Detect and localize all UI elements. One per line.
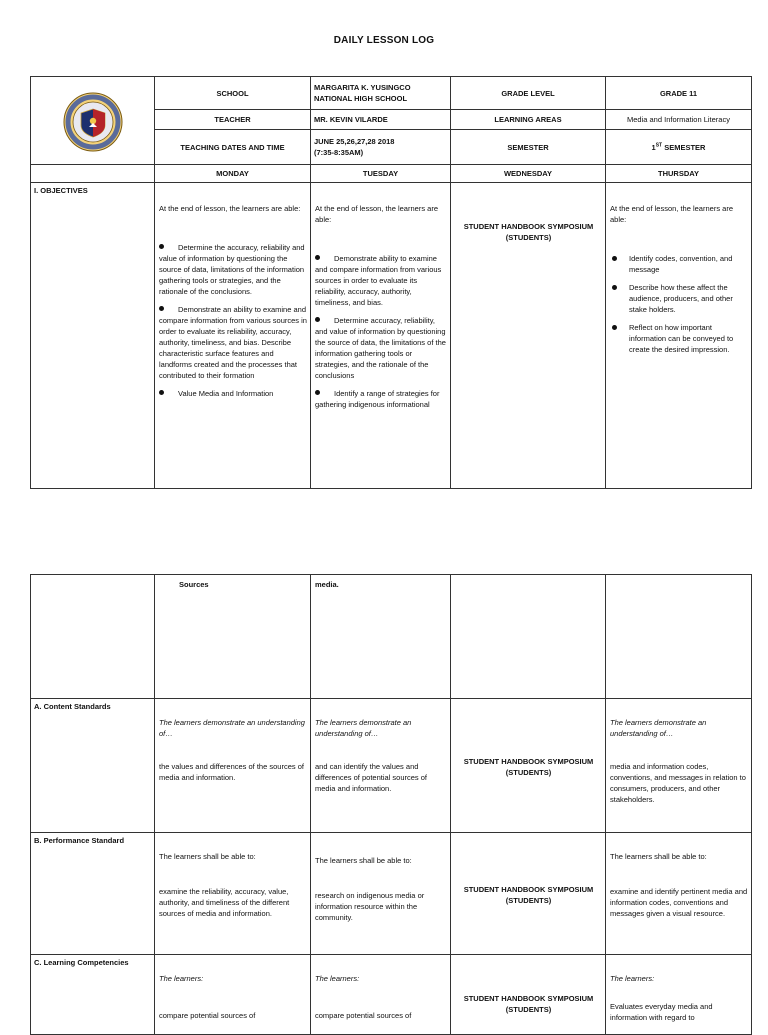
bullet-icon bbox=[612, 285, 617, 290]
grade-level-value: GRADE 11 bbox=[606, 77, 752, 110]
objective-thursday-item: Describe how these affect the audience, producers, and other stake holders. bbox=[610, 282, 748, 315]
bullet-icon bbox=[159, 390, 164, 395]
objective-monday-item: Demonstrate an ability to examine and compare information from various sources in order to evaluate its reliability, accuracy, authority, timeliness, and bias. Describe characteristic surface features and landforms created and the processes that contributed to their formation bbox=[159, 305, 307, 380]
semester-label: SEMESTER bbox=[451, 130, 606, 165]
objectives-wednesday bbox=[451, 183, 606, 489]
objective-tuesday-item: Determine accuracy, reliability, and value of information by questioning the source of data, the limitations of the information gathering tools or strategies, and the rationale of the conclusions bbox=[315, 316, 446, 380]
content-intro: The learners demonstrate an understanding of… bbox=[315, 718, 412, 738]
learning-competencies-monday bbox=[155, 955, 311, 1035]
deped-seal-icon bbox=[62, 91, 124, 153]
bullet-icon bbox=[612, 325, 617, 330]
performance-standard-monday bbox=[155, 833, 311, 955]
objectives-tuesday bbox=[311, 183, 451, 489]
competencies-thursday-text: Evaluates everyday media and information with regard to bbox=[610, 1002, 713, 1022]
bullet-icon bbox=[315, 390, 320, 395]
learning-competencies-label: C. Learning Competencies bbox=[31, 955, 155, 1035]
performance-standard-label: B. Performance Standard bbox=[31, 833, 155, 955]
content-tuesday-text: and can identify the values and differences of potential sources of media and information. bbox=[315, 762, 428, 793]
objectives-monday-intro: At the end of lesson, the learners are able: bbox=[159, 204, 301, 213]
content-standards-tuesday bbox=[311, 699, 451, 833]
days-blank bbox=[31, 165, 155, 183]
performance-intro: The learners shall be able to: bbox=[159, 852, 256, 861]
teacher-label: TEACHER bbox=[155, 110, 311, 130]
objectives-continued-monday: Sources bbox=[155, 575, 311, 699]
symposium-text: STUDENT HANDBOOK SYMPOSIUM (STUDENTS) bbox=[463, 994, 594, 1014]
teaching-dates-text: JUNE 25,26,27,28 2018 bbox=[314, 137, 395, 146]
content-standards-label: A. Content Standards bbox=[31, 699, 155, 833]
content-monday-text: the values and differences of the sources of media and information. bbox=[159, 762, 304, 782]
performance-standard-wednesday bbox=[451, 833, 606, 955]
objective-thursday-item: Reflect on how important information can be conveyed to create the desired impression. bbox=[610, 322, 748, 355]
day-wednesday: WEDNESDAY bbox=[451, 165, 606, 183]
performance-intro: The learners shall be able to: bbox=[610, 852, 707, 861]
school-label: SCHOOL bbox=[155, 77, 311, 110]
teaching-time-text: (7:35-8:35AM) bbox=[314, 148, 364, 157]
day-thursday: THURSDAY bbox=[606, 165, 752, 183]
performance-intro: The learners shall be able to: bbox=[315, 856, 412, 865]
day-tuesday: TUESDAY bbox=[311, 165, 451, 183]
learning-areas-label: LEARNING AREAS bbox=[451, 110, 606, 130]
objectives-label: I. OBJECTIVES bbox=[31, 183, 155, 489]
objectives-continued-label bbox=[31, 575, 155, 699]
competencies-intro: The learners: bbox=[315, 974, 360, 983]
semester-suffix: ST bbox=[655, 142, 663, 148]
day-monday: MONDAY bbox=[155, 165, 311, 183]
bullet-icon bbox=[315, 255, 320, 260]
content-thursday-text: media and information codes, conventions, and messages in relation to consumers, producers, and other stakeholders. bbox=[610, 762, 746, 804]
competencies-tuesday-text: compare potential sources of bbox=[315, 1011, 412, 1020]
grade-level-label: GRADE LEVEL bbox=[451, 77, 606, 110]
objective-thursday-item: Identify codes, convention, and message bbox=[610, 253, 748, 275]
objective-tuesday-item: Identify a range of strategies for gathering indigenous informational bbox=[315, 389, 440, 409]
bullet-icon bbox=[159, 244, 164, 249]
competencies-monday-text: compare potential sources of bbox=[159, 1011, 256, 1020]
bullet-icon bbox=[315, 317, 320, 322]
objectives-continued-wednesday bbox=[451, 575, 606, 699]
semester-value bbox=[606, 130, 752, 165]
symposium-text: STUDENT HANDBOOK SYMPOSIUM (STUDENTS) bbox=[463, 884, 594, 905]
learning-areas-value: Media and Information Literacy bbox=[606, 110, 752, 130]
lesson-log-table-2 bbox=[30, 574, 752, 1035]
competencies-intro: The learners: bbox=[159, 974, 204, 983]
objectives-thursday bbox=[606, 183, 752, 489]
teaching-dates-label: TEACHING DATES AND TIME bbox=[155, 130, 311, 165]
performance-monday-text: examine the reliability, accuracy, value, authority, and timeliness of the different sources of media and information. bbox=[159, 887, 290, 918]
content-intro: The learners demonstrate an understanding of… bbox=[610, 718, 707, 738]
lesson-log-table-1 bbox=[30, 76, 752, 489]
semester-word: SEMESTER bbox=[664, 142, 706, 152]
competencies-intro: The learners: bbox=[610, 974, 655, 983]
performance-standard-thursday bbox=[606, 833, 752, 955]
objectives-thursday-intro: At the end of lesson, the learners are able: bbox=[610, 204, 733, 224]
learning-competencies-tuesday bbox=[311, 955, 451, 1035]
performance-thursday-text: examine and identify pertinent media and information codes, conventions and messages given a visual resource. bbox=[610, 887, 748, 918]
performance-tuesday-text: research on indigenous media or information resource within the community. bbox=[315, 891, 425, 922]
content-intro: The learners demonstrate an understanding of… bbox=[159, 718, 305, 738]
symposium-text: STUDENT HANDBOOK SYMPOSIUM (STUDENTS) bbox=[463, 756, 594, 777]
objective-tuesday-item: Demonstrate ability to examine and compare information from various sources in order to evaluate its reliability, accuracy, authority, timeliness, and bias. bbox=[315, 254, 442, 307]
teacher-value: MR. KEVIN VILARDE bbox=[311, 110, 451, 130]
content-standards-thursday bbox=[606, 699, 752, 833]
content-standards-monday bbox=[155, 699, 311, 833]
learning-competencies-wednesday bbox=[451, 955, 606, 1035]
objective-monday-item: Determine the accuracy, reliability and value of information by questioning the source of data, limitations of the information gathering tools or strategies, and the rationale of the conclusions. bbox=[159, 243, 305, 296]
objectives-continued-thursday bbox=[606, 575, 752, 699]
objective-monday-item: Value Media and Information bbox=[159, 388, 307, 399]
bullet-icon bbox=[159, 306, 164, 311]
objectives-continued-tuesday: media. bbox=[311, 575, 451, 699]
bullet-icon bbox=[612, 256, 617, 261]
objectives-monday bbox=[155, 183, 311, 489]
semester-number: 1 bbox=[651, 142, 656, 152]
page-title: DAILY LESSON LOG bbox=[333, 35, 435, 46]
performance-standard-tuesday bbox=[311, 833, 451, 955]
content-standards-wednesday bbox=[451, 699, 606, 833]
learning-competencies-thursday bbox=[606, 955, 752, 1035]
objectives-tuesday-intro: At the end of lesson, the learners are able: bbox=[315, 204, 438, 224]
symposium-text: STUDENT HANDBOOK SYMPOSIUM (STUDENTS) bbox=[463, 222, 594, 242]
school-value: MARGARITA K. YUSINGCO NATIONAL HIGH SCHOOL bbox=[311, 77, 451, 110]
teaching-dates-value bbox=[311, 130, 451, 165]
deped-seal bbox=[31, 77, 155, 165]
